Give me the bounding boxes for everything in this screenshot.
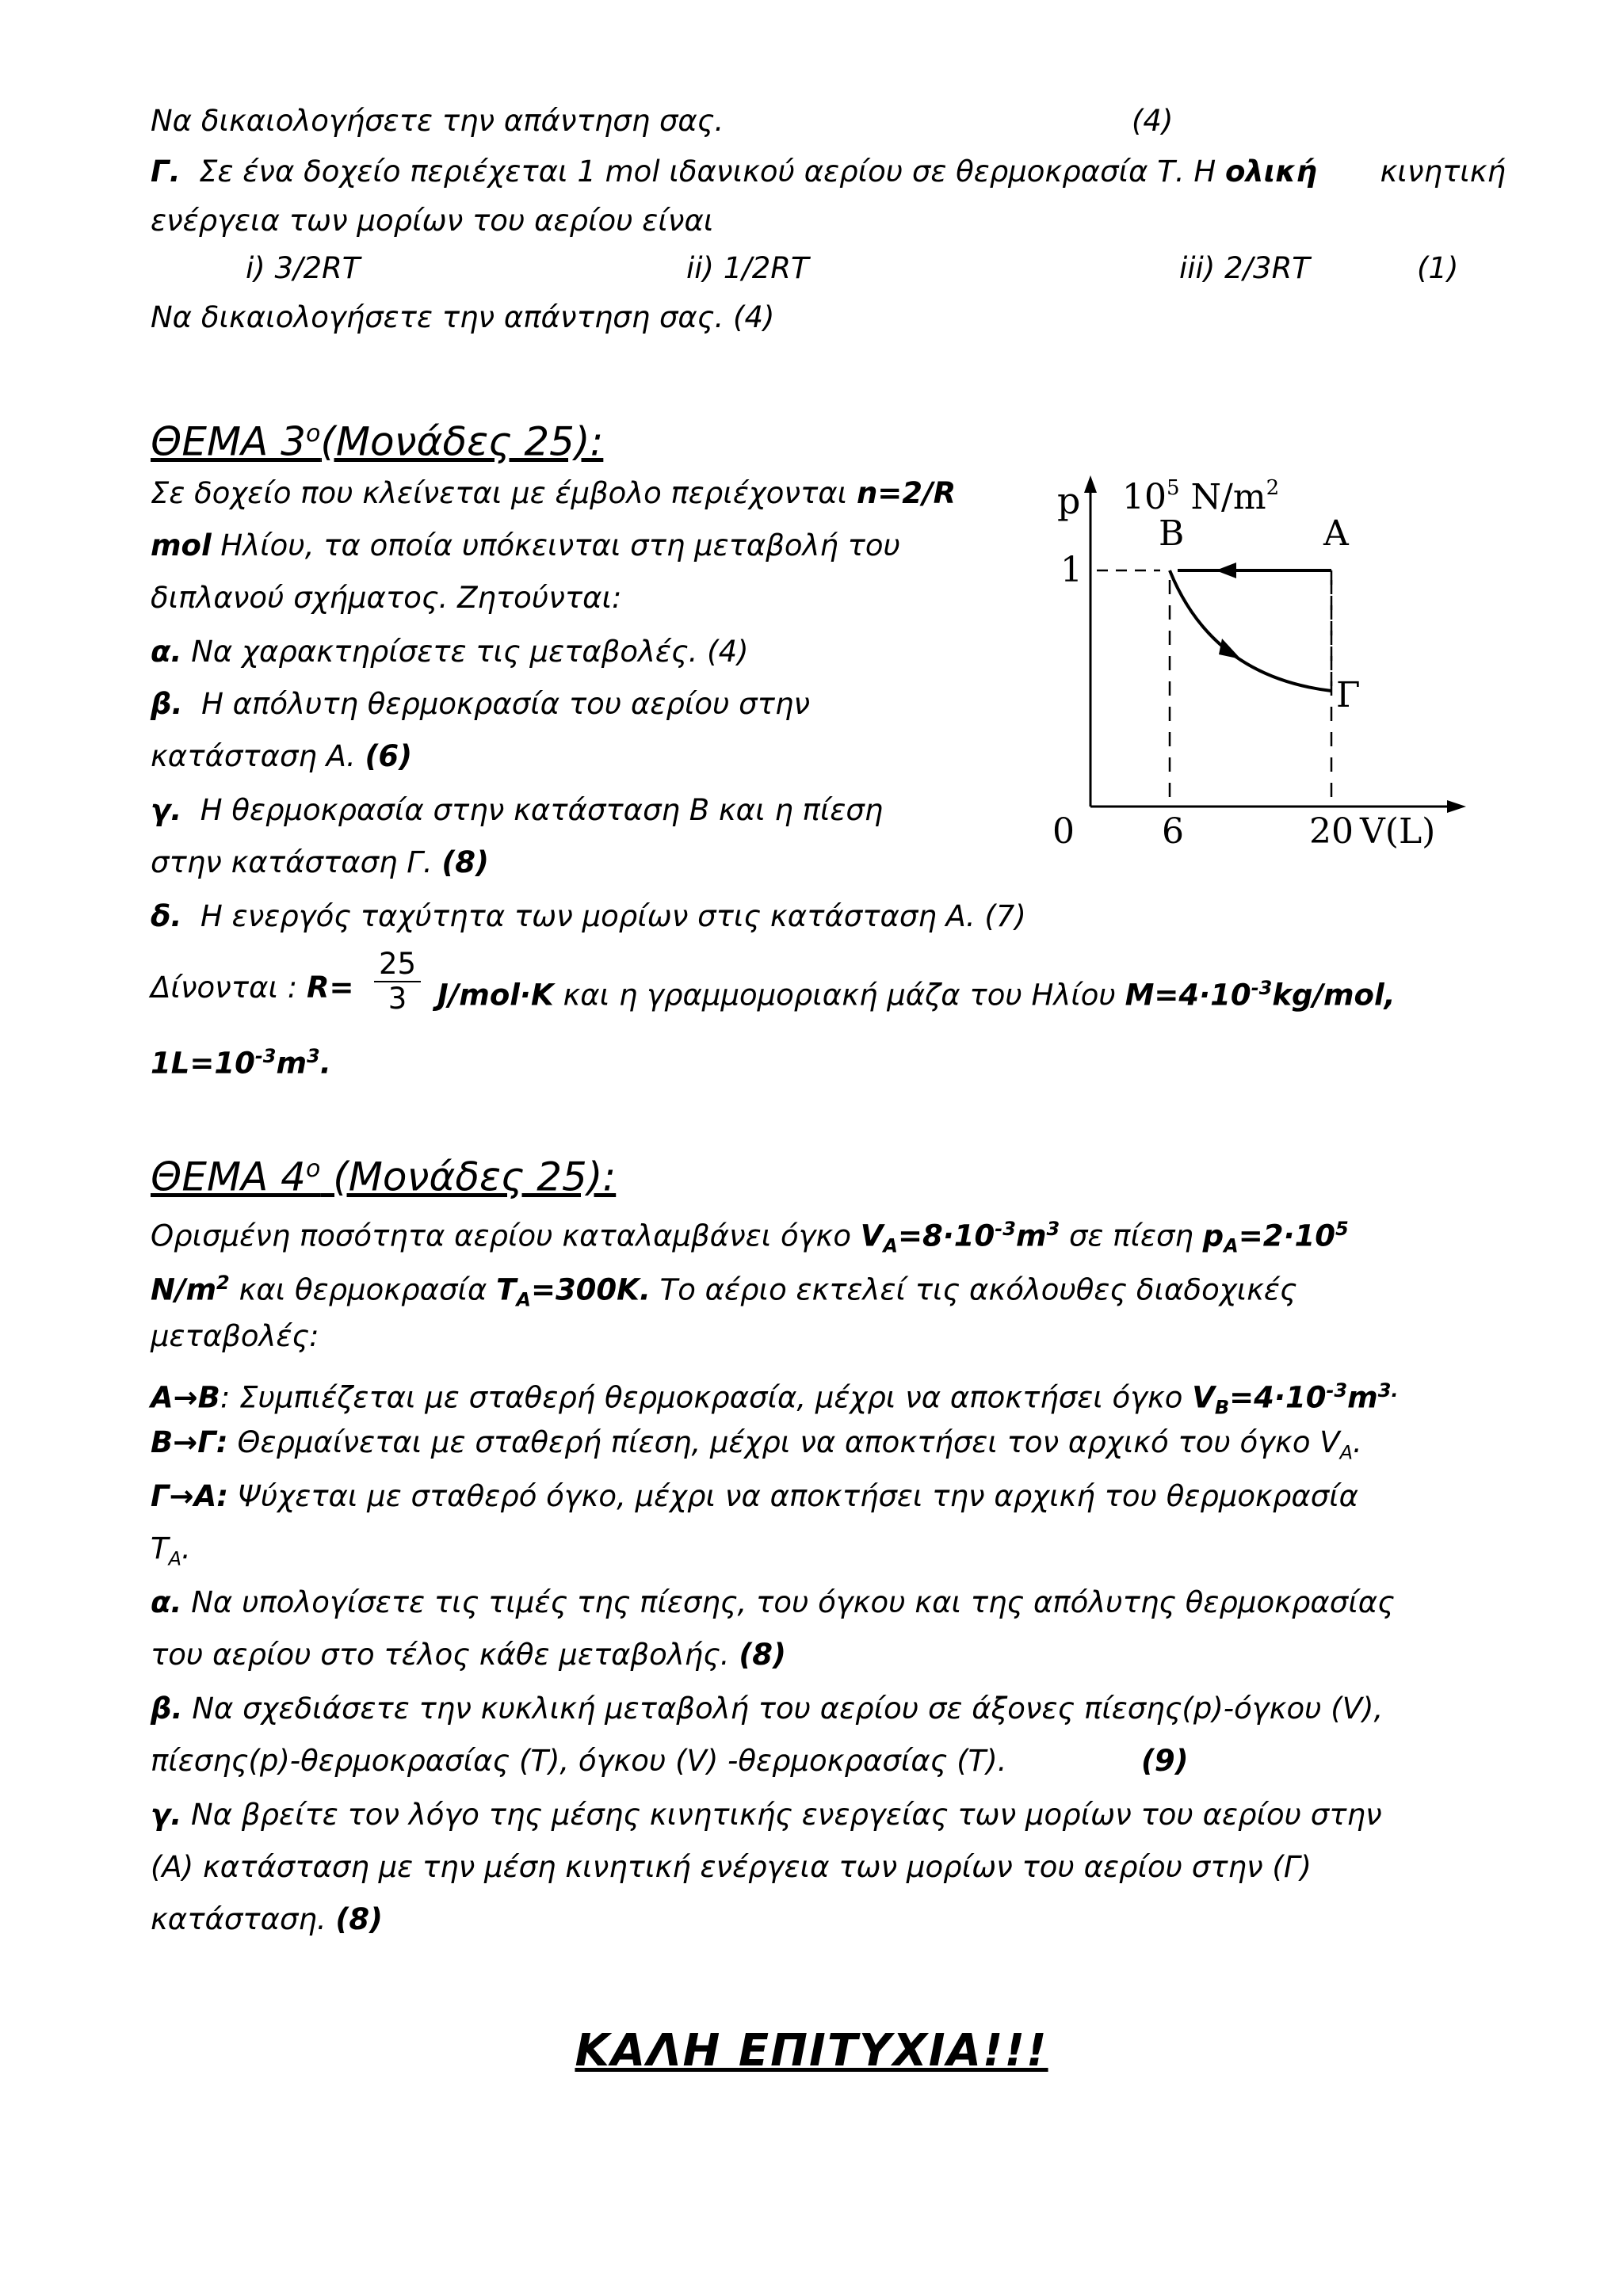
justify-line-2: Να δικαιολογήσετε την απάντηση σας. (4) (151, 300, 775, 334)
pv-diagram (1046, 472, 1474, 860)
option-i: i) 3/2RT (246, 251, 361, 285)
thema3-line-2: mol Ηλίου, τα οποία υπόκεινται στη μεταβολή του (151, 528, 900, 563)
closing-text: ΚΑΛΗ ΕΠΙΤΥΧΙΑ!!! (575, 2025, 1048, 2077)
v-axis-label: V(L) (1360, 811, 1436, 852)
process-a-b-arrow-icon (1216, 563, 1236, 578)
question-g-text: Σε ένα δοχείο περιέχεται 1 mol ιδανικού αερίου σε θερμοκρασία Τ. Η (199, 154, 1216, 189)
p-axis-arrow-icon (1084, 475, 1097, 493)
r-fraction (374, 948, 421, 1016)
thema3-question-g-line-2: στην κατάσταση Γ. (8) (151, 845, 489, 879)
origin-label: 0 (1052, 811, 1075, 852)
thema3-question-g: γ. Η θερμοκρασία στην κατάσταση Β και η πίεση (151, 793, 884, 827)
thema4-question-b: β. Να σχεδιάσετε την κυκλική μεταβολή του αερίου σε άξονες πίεσης(p)-όγκου (V), (151, 1691, 1384, 1726)
process-ga-line: Γ→Α: Ψύχεται με σταθερό όγκο, μέχρι να αποκτήσει την αρχική του θερμοκρασία (151, 1479, 1359, 1513)
justify-line-1: Να δικαιολογήσετε την απάντηση σας. (151, 104, 724, 138)
thema4-line-1: Ορισμένη ποσότητα αερίου καταλαμβάνει όγκο $V_A=8\cdot 10^{-3}m^3$ σε πίεση $p_A=2\cdot 10^5$ (151, 1218, 1349, 1257)
option-iii: iii) 2/3RT (1179, 251, 1310, 285)
thema3-line-1: Σε δοχείο που κλείνεται με έμβολο περιέχονται n=2/R (151, 476, 957, 510)
thema4-question-b-points: (9) (1141, 1744, 1189, 1778)
option-ii: ii) 1/2RT (686, 251, 809, 285)
thema4-question-g-line-2: (Α) κατάσταση με την μέση κινητική ενέργεια των μορίων του αερίου στην (Γ) (151, 1850, 1312, 1884)
question-g-bold: ολική (1224, 154, 1317, 189)
justify-points-1: (4) (1132, 104, 1174, 138)
point-g-label: Γ (1336, 675, 1361, 715)
p-tick-label: 1 (1060, 550, 1083, 590)
p-unit-label: $10^5$ $N/m^2$ (1122, 476, 1280, 517)
thema3-liter: $1L=10^{-3}m^3$. (151, 1045, 331, 1081)
thema3-given: Δίνονται : R= (151, 971, 354, 1005)
v-tick-label-6: 6 (1162, 811, 1184, 852)
thema3-question-b-line-2: κατάσταση Α. (6) (151, 739, 413, 773)
thema3-line-3: διπλανού σχήματος. Ζητούνται: (151, 581, 622, 615)
process-b-g-arrow-icon (1219, 639, 1241, 659)
question-g-text-b: κινητική (1380, 154, 1506, 189)
thema3-question-a: α. Να χαρακτηρίσετε τις μεταβολές. (4) (151, 635, 749, 669)
process-bg-line: Β→Γ: Θερμαίνεται με σταθερή πίεση, μέχρι να αποκτήσει τον αρχικό του όγκο $V_A$. (151, 1425, 1362, 1464)
thema4-question-a-line-2: του αερίου στο τέλος κάθε μεταβολής. (8) (151, 1638, 786, 1672)
thema4-question-g-line-3: κατάσταση. (8) (151, 1902, 383, 1936)
point-b-label: B (1159, 513, 1185, 554)
point-a-label: A (1323, 513, 1349, 554)
thema4-line-2: $N/m^2$ και θερμοκρασία $T_A=300K$. Το αέριο εκτελεί τις ακόλουθες διαδοχικές (151, 1272, 1297, 1311)
thema3-heading: ΘΕΜΑ $3^o(Mo\nu ά\delta\varepsilon\varsigma$ 25): (151, 418, 604, 465)
r-fraction-denominator: 3 (388, 982, 407, 1016)
v-tick-label-20: 20 (1309, 811, 1354, 852)
thema4-question-a: α. Να υπολογίσετε τις τιμές της πίεσης, του όγκου και της απόλυτης θερμοκρασίας (151, 1585, 1395, 1619)
option-points: (1) (1417, 251, 1459, 285)
process-b-g (1170, 570, 1331, 691)
question-g-label: Γ. (151, 154, 181, 189)
thema4-line-3: μεταβολές: (151, 1319, 319, 1353)
thema4-question-b-line-2: πίεσης(p)-θερμοκρασίας (Τ), όγκου (V) -θερμοκρασίας (Τ). (151, 1744, 1007, 1778)
process-ab-line: Α→Β: Συμπιέζεται με σταθερή θερμοκρασία, μέχρι να αποκτήσει όγκο $V_B=4\cdot 10^{-3}m^{3.}$ (151, 1379, 1399, 1419)
question-g (151, 154, 1506, 190)
thema3-given-rest: J/mol·K και η γραμμομοριακή μάζα του Ηλίου $M=4\cdot 10^{-3}kg$/mol, (437, 977, 1396, 1013)
thema4-question-g: γ. Να βρείτε τον λόγο της μέσης κινητικής ενεργείας των μορίων του αερίου στην (151, 1798, 1382, 1832)
process-ga-line-2: $T_A$. (151, 1531, 191, 1570)
p-axis-label: p (1057, 479, 1081, 522)
thema3-question-b: β. Η απόλυτη θερμοκρασία του αερίου στην (151, 687, 810, 721)
thema4-heading: ΘΕΜΑ $4^o$ (Μονάδες 25): (151, 1154, 617, 1200)
r-fraction-numerator: 25 (374, 948, 421, 982)
thema3-question-d: δ. Η ενεργός ταχύτητα των μορίων στις κατάσταση Α. (7) (151, 899, 1026, 933)
question-g-line-2: ενέργεια των μορίων του αερίου είναι (151, 204, 714, 238)
v-axis-arrow-icon (1447, 800, 1466, 813)
